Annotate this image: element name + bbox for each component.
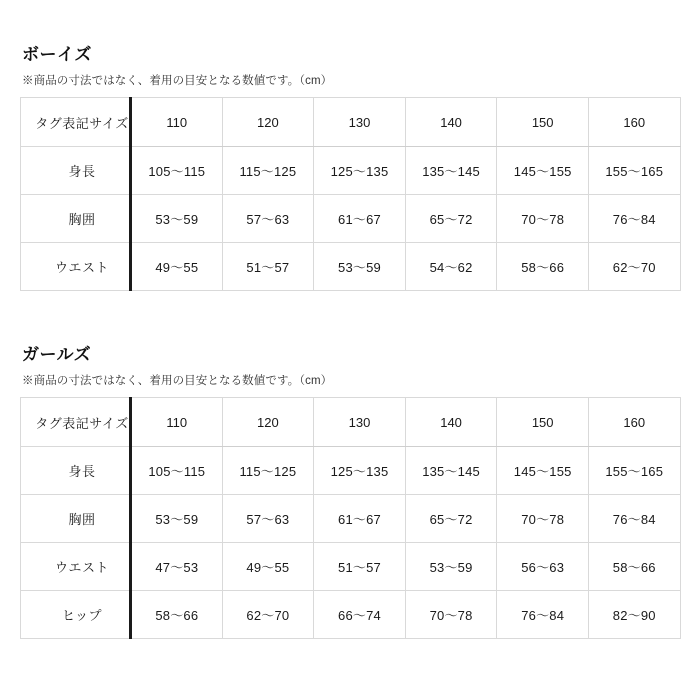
table-row [21, 495, 681, 543]
boys-cell: 57〜63 [222, 195, 314, 243]
boys-column-header: 160 [588, 98, 680, 147]
boys-cell: 135〜145 [405, 147, 497, 195]
girls-row-label: 胸囲 [21, 495, 131, 543]
girls-size-table [20, 397, 681, 639]
girls-cell: 51〜57 [314, 543, 406, 591]
girls-cell: 70〜78 [497, 495, 589, 543]
girls-section-title: ガールズ [22, 345, 92, 364]
girls-cell: 57〜63 [222, 495, 314, 543]
boys-row-label: ウエスト [21, 243, 131, 291]
girls-cell: 70〜78 [405, 591, 497, 639]
girls-column-header: 130 [314, 398, 406, 447]
girls-corner-header: タグ表記サイズ [21, 398, 131, 447]
boys-cell: 155〜165 [588, 147, 680, 195]
girls-column-header: 160 [588, 398, 680, 447]
boys-row-label: 胸囲 [21, 195, 131, 243]
table-row [21, 147, 681, 195]
boys-size-table [20, 97, 681, 291]
girls-row-label: ヒップ [21, 591, 131, 639]
table-row [21, 195, 681, 243]
girls-cell: 76〜84 [588, 495, 680, 543]
girls-cell: 49〜55 [222, 543, 314, 591]
boys-section-title: ボーイズ [22, 45, 92, 64]
girls-cell: 61〜67 [314, 495, 406, 543]
girls-cell: 115〜125 [222, 447, 314, 495]
boys-section-note: ※商品の寸法ではなく、着用の目安となる数値です。（cm） [22, 75, 333, 87]
boys-cell: 53〜59 [131, 195, 223, 243]
girls-column-header: 140 [405, 398, 497, 447]
girls-cell: 105〜115 [131, 447, 223, 495]
girls-row-label: ウエスト [21, 543, 131, 591]
boys-column-header: 120 [222, 98, 314, 147]
girls-cell: 76〜84 [497, 591, 589, 639]
girls-row-label: 身長 [21, 447, 131, 495]
table-row [21, 543, 681, 591]
girls-cell: 58〜66 [131, 591, 223, 639]
girls-cell: 135〜145 [405, 447, 497, 495]
girls-cell: 47〜53 [131, 543, 223, 591]
boys-cell: 105〜115 [131, 147, 223, 195]
boys-cell: 65〜72 [405, 195, 497, 243]
boys-cell: 54〜62 [405, 243, 497, 291]
girls-cell: 56〜63 [497, 543, 589, 591]
table-header-row [21, 398, 681, 447]
girls-column-header: 120 [222, 398, 314, 447]
girls-size-section [20, 340, 680, 639]
boys-cell: 145〜155 [497, 147, 589, 195]
girls-cell: 58〜66 [588, 543, 680, 591]
boys-cell: 115〜125 [222, 147, 314, 195]
girls-cell: 155〜165 [588, 447, 680, 495]
girls-cell: 66〜74 [314, 591, 406, 639]
girls-cell: 145〜155 [497, 447, 589, 495]
boys-cell: 62〜70 [588, 243, 680, 291]
girls-section-note: ※商品の寸法ではなく、着用の目安となる数値です。（cm） [22, 375, 333, 387]
table-row [21, 447, 681, 495]
boys-corner-header: タグ表記サイズ [21, 98, 131, 147]
boys-cell: 76〜84 [588, 195, 680, 243]
girls-column-header: 110 [131, 398, 223, 447]
boys-cell: 125〜135 [314, 147, 406, 195]
boys-column-header: 150 [497, 98, 589, 147]
girls-cell: 125〜135 [314, 447, 406, 495]
boys-row-label: 身長 [21, 147, 131, 195]
girls-cell: 62〜70 [222, 591, 314, 639]
boys-cell: 61〜67 [314, 195, 406, 243]
boys-column-header: 110 [131, 98, 223, 147]
table-row [21, 591, 681, 639]
girls-cell: 82〜90 [588, 591, 680, 639]
boys-cell: 58〜66 [497, 243, 589, 291]
boys-cell: 70〜78 [497, 195, 589, 243]
boys-column-header: 130 [314, 98, 406, 147]
boys-size-section [20, 40, 680, 291]
boys-cell: 53〜59 [314, 243, 406, 291]
table-header-row [21, 98, 681, 147]
girls-cell: 53〜59 [405, 543, 497, 591]
boys-cell: 51〜57 [222, 243, 314, 291]
boys-cell: 49〜55 [131, 243, 223, 291]
girls-cell: 65〜72 [405, 495, 497, 543]
girls-cell: 53〜59 [131, 495, 223, 543]
boys-column-header: 140 [405, 98, 497, 147]
table-row [21, 243, 681, 291]
girls-column-header: 150 [497, 398, 589, 447]
